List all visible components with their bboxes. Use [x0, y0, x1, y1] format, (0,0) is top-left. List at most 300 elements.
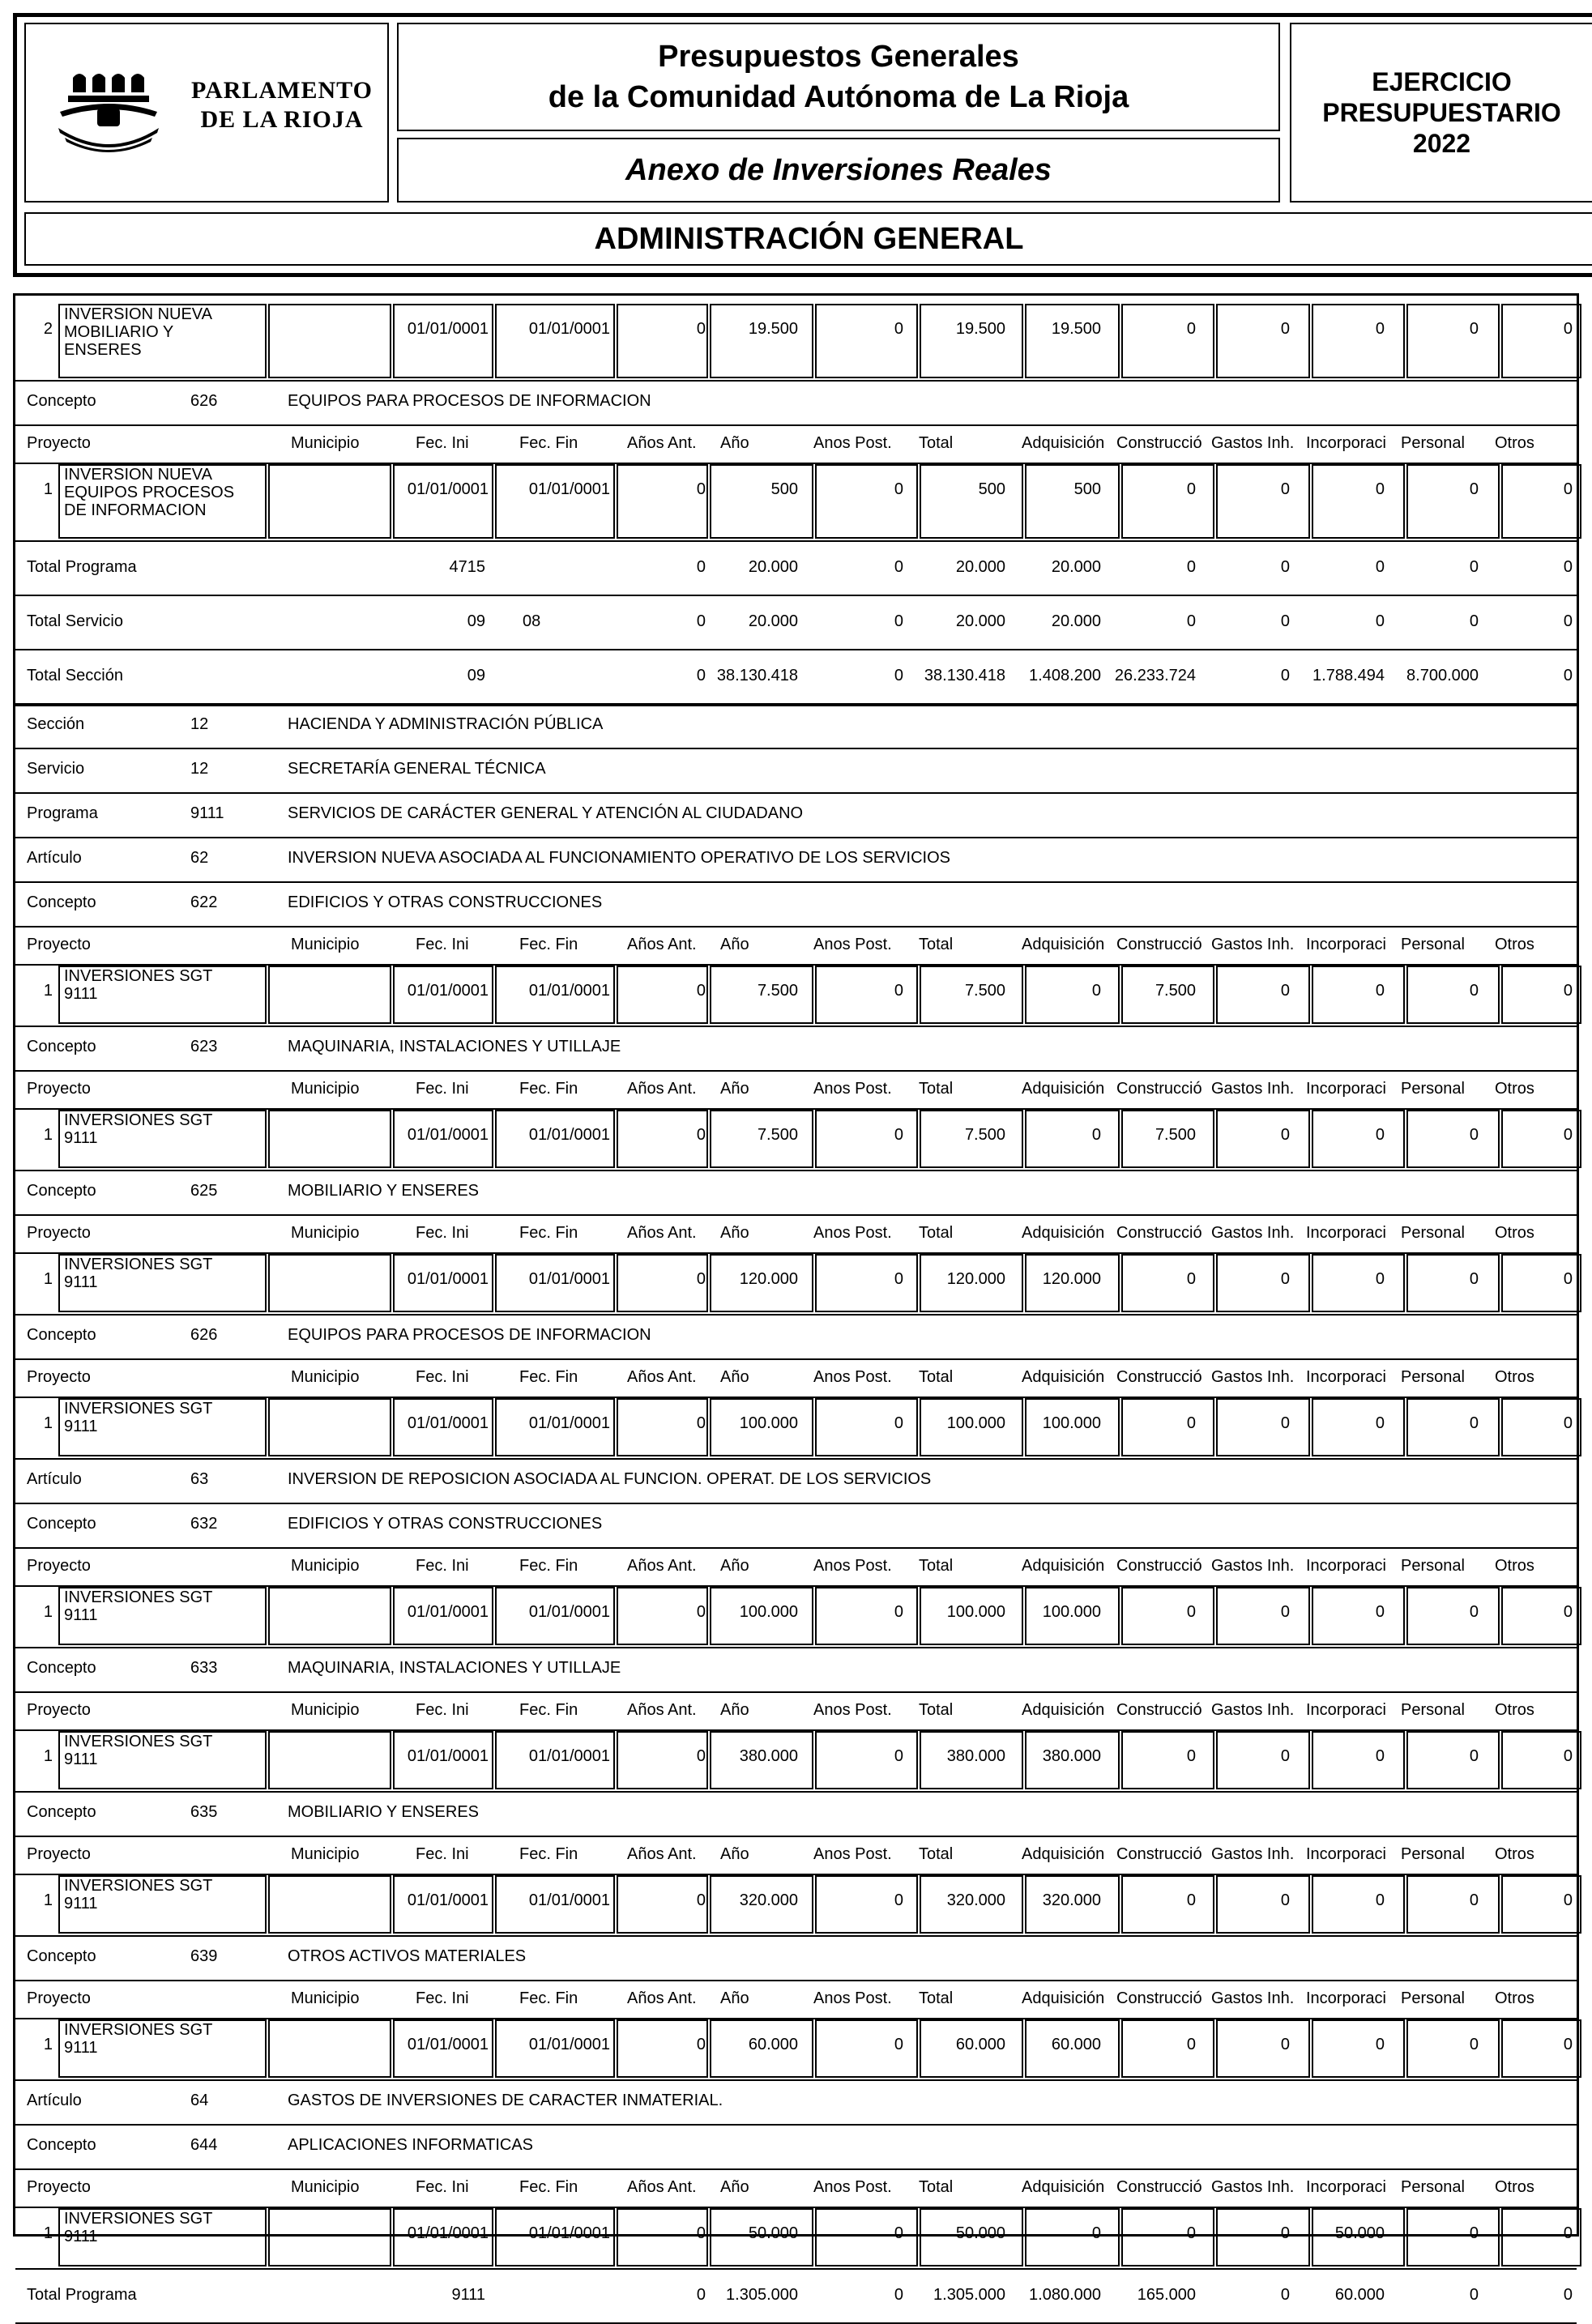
end-date: 01/01/0001: [528, 1603, 610, 1621]
table-cell: [920, 304, 1023, 378]
table-cell: [1312, 464, 1405, 539]
amount-cell: 0: [696, 480, 706, 498]
table-cell: [815, 464, 918, 539]
total-code: 09: [467, 667, 485, 684]
level-description: APLICACIONES INFORMATICAS: [288, 2136, 534, 2154]
total-amount: 1.408.200: [1029, 667, 1101, 684]
amount-cell: 0: [1375, 1891, 1385, 1909]
column-header: Personal: [1401, 434, 1465, 452]
column-header: Fec. Fin: [519, 1557, 578, 1575]
amount-cell: 0: [1469, 2224, 1479, 2242]
amount-cell: 0: [1375, 1747, 1385, 1765]
column-header: Incorporaci: [1306, 2178, 1386, 2196]
amount-cell: 0: [1186, 2036, 1196, 2053]
amount-cell: 0: [1280, 1414, 1290, 1432]
column-header: Anos Post.: [813, 936, 892, 953]
total-amount: 20.000: [748, 558, 798, 576]
column-header: Total: [919, 1557, 954, 1575]
amount-cell: 0: [1563, 2224, 1573, 2242]
column-header: Año: [720, 1557, 749, 1575]
level-description: MOBILIARIO Y ENSERES: [288, 1182, 480, 1200]
row-divider: [15, 424, 1577, 426]
start-date: 01/01/0001: [407, 320, 489, 338]
level-code: 64: [190, 2092, 209, 2109]
column-header: Años Ant.: [627, 2178, 697, 2196]
amount-cell: 0: [1091, 2224, 1101, 2242]
total-amount: 165.000: [1137, 2286, 1196, 2304]
project-name-line: 9111: [64, 2039, 98, 2057]
total-amount: 0: [696, 558, 706, 576]
amount-cell: 0: [1375, 1414, 1385, 1432]
level-code: 9111: [190, 804, 224, 822]
column-header: Adquisición: [1022, 1224, 1105, 1242]
table-cell: [1025, 464, 1120, 539]
level-label: Concepto: [27, 1515, 96, 1533]
level-label: Artículo: [27, 849, 82, 867]
start-date: 01/01/0001: [407, 1270, 489, 1288]
amount-cell: 0: [1375, 1603, 1385, 1621]
amount-cell: 0: [1375, 982, 1385, 1000]
table-cell: [268, 1731, 391, 1789]
table-cell: [1216, 304, 1310, 378]
level-label: Concepto: [27, 2136, 96, 2154]
amount-cell: 120.000: [739, 1270, 798, 1288]
level-label: Servicio: [27, 760, 85, 778]
column-header: Proyecto: [27, 1557, 91, 1575]
column-header: Personal: [1401, 1845, 1465, 1863]
project-name-line: MOBILIARIO Y: [64, 323, 174, 341]
total-amount: 0: [894, 667, 903, 684]
column-header: Anos Post.: [813, 1989, 892, 2007]
column-header: Personal: [1401, 1368, 1465, 1386]
level-label: Concepto: [27, 392, 96, 410]
table-cell: [393, 464, 493, 539]
amount-cell: 60.000: [1051, 2036, 1101, 2053]
column-header: Adquisición: [1022, 1845, 1105, 1863]
amount-cell: 0: [1280, 320, 1290, 338]
column-header: Años Ant.: [627, 936, 697, 953]
column-header: Proyecto: [27, 936, 91, 953]
amount-cell: 7.500: [964, 982, 1005, 1000]
start-date: 01/01/0001: [407, 2036, 489, 2053]
subtitle-panel: [397, 138, 1280, 203]
column-header: Fec. Ini: [416, 434, 469, 452]
total-amount: 0: [1563, 667, 1573, 684]
amount-cell: 0: [1563, 1126, 1573, 1144]
row-divider: [15, 1026, 1577, 1027]
amount-cell: 380.000: [1042, 1747, 1101, 1765]
column-header: Construcció: [1116, 1989, 1202, 2007]
column-header: Total: [919, 1845, 954, 1863]
project-name-line: INVERSIONES SGT: [64, 2210, 213, 2228]
project-name-line: 9111: [64, 1273, 98, 1291]
amount-cell: 0: [1469, 1270, 1479, 1288]
column-header: Municipio: [291, 1368, 360, 1386]
column-header: Años Ant.: [627, 434, 697, 452]
level-description: EQUIPOS PARA PROCESOS DE INFORMACION: [288, 392, 651, 410]
project-number: 2: [43, 320, 53, 338]
total-amount: 0: [1469, 558, 1479, 576]
amount-cell: 320.000: [946, 1891, 1005, 1909]
amount-cell: 60.000: [748, 2036, 798, 2053]
column-header: Otros: [1495, 936, 1534, 953]
column-header: Proyecto: [27, 1701, 91, 1719]
total-amount: 0: [1280, 558, 1290, 576]
row-divider: [15, 1503, 1577, 1504]
level-code: 635: [190, 1803, 218, 1821]
total-amount: 0: [1280, 612, 1290, 630]
amount-cell: 0: [1469, 1414, 1479, 1432]
row-divider: [15, 1980, 1577, 1981]
page-title-line2: de la Comunidad Autónoma de La Rioja: [548, 80, 1129, 114]
year-panel: [1290, 23, 1592, 203]
table-cell: [268, 1398, 391, 1456]
table-cell: [1121, 464, 1214, 539]
amount-cell: 0: [1280, 480, 1290, 498]
amount-cell: 0: [1563, 1603, 1573, 1621]
total-amount: 0: [1375, 558, 1385, 576]
amount-cell: 0: [1469, 1603, 1479, 1621]
column-header: Otros: [1495, 1557, 1534, 1575]
column-header: Personal: [1401, 1989, 1465, 2007]
level-label: Concepto: [27, 1947, 96, 1965]
end-date: 01/01/0001: [528, 982, 610, 1000]
amount-cell: 0: [1186, 1891, 1196, 1909]
column-header: Adquisición: [1022, 1080, 1105, 1098]
project-name-line: INVERSIONES SGT: [64, 1877, 213, 1895]
project-name-line: INVERSIONES SGT: [64, 2021, 213, 2039]
total-amount: 0: [1469, 612, 1479, 630]
end-date: 01/01/0001: [528, 1747, 610, 1765]
row-divider: [15, 1547, 1577, 1549]
level-code: 12: [190, 760, 209, 778]
amount-cell: 0: [1469, 1126, 1479, 1144]
year-line2: PRESUPUESTARIO: [1322, 98, 1561, 127]
end-date: 01/01/0001: [528, 1891, 610, 1909]
level-label: Sección: [27, 715, 85, 733]
column-header: Municipio: [291, 1845, 360, 1863]
amount-cell: 0: [1280, 2224, 1290, 2242]
project-number: 1: [43, 1891, 53, 1909]
column-header: Año: [720, 1080, 749, 1098]
column-header: Fec. Ini: [416, 1080, 469, 1098]
row-divider: [15, 703, 1577, 706]
column-header: Otros: [1495, 1224, 1534, 1242]
row-divider: [15, 1791, 1577, 1793]
title-panel: [397, 23, 1280, 131]
project-name-line: INVERSION NUEVA: [64, 466, 212, 484]
amount-cell: 0: [696, 2036, 706, 2053]
row-divider: [15, 540, 1577, 542]
column-header: Fec. Ini: [416, 1845, 469, 1863]
column-header: Construcció: [1116, 1557, 1202, 1575]
amount-cell: 0: [696, 1891, 706, 1909]
total-amount: 0: [894, 612, 903, 630]
project-name-line: 9111: [64, 1606, 98, 1624]
level-description: MAQUINARIA, INSTALACIONES Y UTILLAJE: [288, 1659, 621, 1677]
amount-cell: 0: [1563, 1747, 1573, 1765]
amount-cell: 100.000: [739, 1414, 798, 1432]
column-header: Año: [720, 1224, 749, 1242]
amount-cell: 19.500: [748, 320, 798, 338]
amount-cell: 0: [1280, 2036, 1290, 2053]
section-title: ADMINISTRACIÓN GENERAL: [594, 221, 1024, 256]
column-header: Gastos Inh.: [1211, 1080, 1295, 1098]
table-cell: [1501, 304, 1581, 378]
logo-panel: [24, 23, 389, 203]
column-header: Fec. Fin: [519, 1989, 578, 2007]
column-header: Año: [720, 1368, 749, 1386]
table-cell: [920, 464, 1023, 539]
table-cell: [617, 304, 708, 378]
column-header: Construcció: [1116, 1701, 1202, 1719]
level-code: 626: [190, 392, 218, 410]
column-header: Años Ant.: [627, 1224, 697, 1242]
amount-cell: 320.000: [1042, 1891, 1101, 1909]
column-header: Años Ant.: [627, 1989, 697, 2007]
total-code-secondary: 08: [523, 612, 541, 630]
level-label: Artículo: [27, 2092, 82, 2109]
project-name-line: EQUIPOS PROCESOS: [64, 484, 235, 501]
start-date: 01/01/0001: [407, 1891, 489, 1909]
amount-cell: 0: [1091, 1126, 1101, 1144]
total-amount: 0: [1469, 2286, 1479, 2304]
column-header: Gastos Inh.: [1211, 1557, 1295, 1575]
total-amount: 0: [1563, 558, 1573, 576]
table-cell: [1216, 464, 1310, 539]
total-amount: 0: [1563, 612, 1573, 630]
row-divider: [15, 1935, 1577, 1937]
column-header: Fec. Ini: [416, 936, 469, 953]
column-header: Adquisición: [1022, 1701, 1105, 1719]
column-header: Municipio: [291, 1701, 360, 1719]
column-header: Fec. Ini: [416, 1368, 469, 1386]
level-description: SECRETARÍA GENERAL TÉCNICA: [288, 760, 546, 778]
column-header: Proyecto: [27, 2178, 91, 2196]
column-header: Gastos Inh.: [1211, 1701, 1295, 1719]
amount-cell: 0: [1469, 1747, 1479, 1765]
start-date: 01/01/0001: [407, 1603, 489, 1621]
column-header: Fec. Ini: [416, 1224, 469, 1242]
row-divider: [15, 1214, 1577, 1216]
project-name-line: INVERSIONES SGT: [64, 1111, 213, 1129]
column-header: Incorporaci: [1306, 1701, 1386, 1719]
column-header: Gastos Inh.: [1211, 1224, 1295, 1242]
table-cell: [393, 304, 493, 378]
table-cell: [495, 304, 615, 378]
amount-cell: 0: [1280, 1747, 1290, 1765]
column-header: Otros: [1495, 1080, 1534, 1098]
level-label: Programa: [27, 804, 98, 822]
table-cell: [710, 464, 813, 539]
column-header: Proyecto: [27, 1989, 91, 2007]
amount-cell: 0: [1563, 1891, 1573, 1909]
amount-cell: 0: [1186, 1603, 1196, 1621]
amount-cell: 0: [1375, 1126, 1385, 1144]
end-date: 01/01/0001: [528, 1270, 610, 1288]
table-cell: [268, 966, 391, 1024]
table-cell: [268, 1587, 391, 1645]
column-header: Anos Post.: [813, 1557, 892, 1575]
project-name-line: 9111: [64, 2228, 98, 2245]
level-code: 625: [190, 1182, 218, 1200]
amount-cell: 0: [894, 1270, 903, 1288]
table-cell: [1501, 464, 1581, 539]
level-label: Concepto: [27, 1182, 96, 1200]
total-amount: 0: [894, 2286, 903, 2304]
table-cell: [1025, 304, 1120, 378]
column-header: Municipio: [291, 1557, 360, 1575]
amount-cell: 0: [1091, 982, 1101, 1000]
column-header: Total: [919, 1224, 954, 1242]
table-cell: [268, 1110, 391, 1168]
table-cell: [815, 304, 918, 378]
row-divider: [15, 1314, 1577, 1316]
column-header: Fec. Ini: [416, 1989, 469, 2007]
column-header: Total: [919, 1368, 954, 1386]
level-label: Concepto: [27, 1659, 96, 1677]
row-divider: [15, 2124, 1577, 2126]
total-label: Total Programa: [27, 558, 137, 576]
total-amount: 38.130.418: [924, 667, 1005, 684]
total-code: 4715: [449, 558, 485, 576]
column-header: Proyecto: [27, 1224, 91, 1242]
column-header: Proyecto: [27, 434, 91, 452]
level-label: Concepto: [27, 893, 96, 911]
level-description: MAQUINARIA, INSTALACIONES Y UTILLAJE: [288, 1038, 621, 1055]
column-header: Proyecto: [27, 1845, 91, 1863]
column-header: Fec. Fin: [519, 2178, 578, 2196]
level-code: 63: [190, 1470, 209, 1488]
column-header: Personal: [1401, 1224, 1465, 1242]
amount-cell: 0: [1563, 1270, 1573, 1288]
column-header: Construcció: [1116, 1368, 1202, 1386]
column-header: Años Ant.: [627, 1701, 697, 1719]
amount-cell: 7.500: [964, 1126, 1005, 1144]
column-header: Gastos Inh.: [1211, 936, 1295, 953]
start-date: 01/01/0001: [407, 1747, 489, 1765]
amount-cell: 100.000: [946, 1603, 1005, 1621]
column-header: Municipio: [291, 936, 360, 953]
column-header: Fec. Ini: [416, 2178, 469, 2196]
column-header: Adquisición: [1022, 434, 1105, 452]
project-name-line: INVERSIONES SGT: [64, 967, 213, 985]
column-header: Año: [720, 1701, 749, 1719]
column-header: Construcció: [1116, 1080, 1202, 1098]
amount-cell: 50.000: [1334, 2224, 1385, 2242]
table-cell: [268, 304, 391, 378]
total-amount: 0: [696, 612, 706, 630]
level-code: 12: [190, 715, 209, 733]
level-code: 626: [190, 1326, 218, 1344]
column-header: Adquisición: [1022, 1989, 1105, 2007]
column-header: Anos Post.: [813, 1224, 892, 1242]
level-description: HACIENDA Y ADMINISTRACIÓN PÚBLICA: [288, 715, 604, 733]
column-header: Personal: [1401, 1080, 1465, 1098]
amount-cell: 380.000: [946, 1747, 1005, 1765]
total-amount: 1.305.000: [726, 2286, 798, 2304]
table-cell: [1312, 304, 1405, 378]
level-label: Concepto: [27, 1038, 96, 1055]
level-description: INVERSION DE REPOSICION ASOCIADA AL FUNCION. OPERAT. DE LOS SERVICIOS: [288, 1470, 932, 1488]
column-header: Fec. Fin: [519, 1080, 578, 1098]
project-number: 1: [43, 1270, 53, 1288]
total-amount: 0: [696, 667, 706, 684]
amount-cell: 60.000: [955, 2036, 1005, 2053]
column-header: Fec. Fin: [519, 1701, 578, 1719]
total-amount: 20.000: [955, 558, 1005, 576]
end-date: 01/01/0001: [528, 1126, 610, 1144]
column-header: Municipio: [291, 1080, 360, 1098]
amount-cell: 0: [1186, 1270, 1196, 1288]
amount-cell: 500: [770, 480, 798, 498]
column-header: Proyecto: [27, 1368, 91, 1386]
row-divider: [15, 1358, 1577, 1360]
amount-cell: 0: [696, 320, 706, 338]
amount-cell: 0: [1186, 320, 1196, 338]
column-header: Municipio: [291, 1989, 360, 2007]
start-date: 01/01/0001: [407, 982, 489, 1000]
project-number: 1: [43, 2036, 53, 2053]
level-code: 623: [190, 1038, 218, 1055]
row-divider: [15, 1647, 1577, 1648]
column-header: Incorporaci: [1306, 1989, 1386, 2007]
column-header: Otros: [1495, 1845, 1534, 1863]
column-header: Anos Post.: [813, 1080, 892, 1098]
project-name-line: INVERSIONES SGT: [64, 1588, 213, 1606]
amount-cell: 0: [894, 1414, 903, 1432]
level-code: 639: [190, 1947, 218, 1965]
column-header: Años Ant.: [627, 1557, 697, 1575]
column-header: Anos Post.: [813, 1368, 892, 1386]
project-name-line: 9111: [64, 985, 98, 1003]
column-header: Municipio: [291, 1224, 360, 1242]
column-header: Adquisición: [1022, 1368, 1105, 1386]
column-header: Anos Post.: [813, 1701, 892, 1719]
project-name-line: INVERSIONES SGT: [64, 1400, 213, 1418]
amount-cell: 0: [1469, 320, 1479, 338]
column-header: Incorporaci: [1306, 434, 1386, 452]
amount-cell: 0: [1186, 480, 1196, 498]
table-cell: [268, 1254, 391, 1312]
row-divider: [15, 2079, 1577, 2081]
column-header: Año: [720, 434, 749, 452]
project-number: 1: [43, 1747, 53, 1765]
table-cell: [495, 464, 615, 539]
project-number: 1: [43, 2224, 53, 2242]
project-name-line: INVERSION NUEVA: [64, 305, 212, 323]
row-divider: [15, 649, 1577, 650]
total-amount: 60.000: [1334, 2286, 1385, 2304]
project-number: 1: [43, 480, 53, 498]
project-name-line: 9111: [64, 1750, 98, 1768]
row-divider: [15, 837, 1577, 838]
total-amount: 1.788.494: [1312, 667, 1385, 684]
row-divider: [15, 1458, 1577, 1460]
amount-cell: 0: [696, 1126, 706, 1144]
amount-cell: 0: [894, 1603, 903, 1621]
amount-cell: 0: [1563, 320, 1573, 338]
amount-cell: 7.500: [757, 982, 798, 1000]
column-header: Gastos Inh.: [1211, 1989, 1295, 2007]
amount-cell: 7.500: [1155, 982, 1196, 1000]
investment-table: [13, 293, 1579, 2304]
column-header: Incorporaci: [1306, 1557, 1386, 1575]
end-date: 01/01/0001: [528, 2224, 610, 2242]
table-cell: [268, 2208, 391, 2266]
amount-cell: 0: [696, 982, 706, 1000]
total-amount: 38.130.418: [716, 667, 798, 684]
